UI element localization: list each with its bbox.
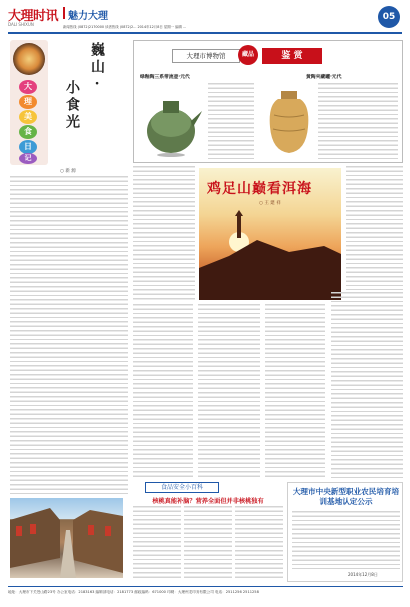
middle-text-col-3: [198, 304, 260, 478]
sidebar-dot-3: 美: [19, 110, 37, 124]
sidebar-dot-4: 食: [19, 125, 37, 139]
museum-header-left: 大理市博物馆: [172, 49, 240, 63]
museum-header-right: 鉴 赏: [262, 48, 322, 64]
page-number: 05: [382, 12, 396, 22]
notice-body: [292, 511, 400, 569]
mountain-sunset-drawing: [199, 168, 341, 300]
green-glazed-pot-image: [138, 83, 204, 159]
food-diary-sidebar: [10, 40, 48, 165]
food-safety-bar: 食品安全小百科: [145, 482, 219, 493]
exhibit-2-caption: 黄陶夹藏罐·元代: [306, 75, 342, 80]
food-safety-col-1: [133, 506, 181, 580]
footer-rule: [8, 586, 403, 587]
right-text-col: [346, 166, 403, 290]
section-title: 魅力大理: [68, 11, 108, 22]
street-scene-photo: [10, 498, 123, 578]
sidebar-dot-6: 记: [19, 153, 37, 164]
page-badge: [378, 6, 400, 28]
food-bowl-image: [13, 43, 45, 75]
header-divider: [63, 7, 65, 19]
feature-title-block: [52, 42, 122, 160]
right-text-col-2: [331, 292, 403, 478]
jizushan-title: 鸡足山巅看洱海: [207, 181, 312, 197]
author-line: ○ 新 源: [60, 169, 76, 174]
footer-info: 地址：大理市下关苍山路23号 办公室电话：2183163 编辑部电话：2181773 邮政编码：671000 印刷：大理州龙印务有限公司 电话：2511256 2511258: [8, 590, 259, 594]
middle-text-col-2: [133, 304, 193, 478]
notice-headline: 大理市中央新型职业农民培育培训基地认定公示: [292, 487, 400, 506]
paper-name: 大理时讯: [8, 8, 59, 23]
food-safety-col-2: [184, 506, 232, 580]
exhibit-2-text: [318, 83, 398, 159]
training-base-notice: [287, 482, 403, 582]
yellow-pottery-jar-image: [264, 85, 314, 159]
sidebar-dot-5: 日: [19, 140, 37, 154]
sidebar-dot-1: 大: [19, 80, 37, 94]
notice-date: 2014年12月8日: [348, 572, 378, 577]
exhibit-1-text: [208, 83, 254, 159]
green-pot-drawing: [138, 83, 204, 159]
museum-collection-box: [133, 40, 403, 163]
feature-subtitle: 小食光: [64, 80, 80, 131]
food-safety-headline: 核桃真能补脑？营养全面但并非核桃独有: [152, 498, 264, 505]
header-info-line: 新闻热线 (0872)2170000 读者热线 (0872)2... 2014年12月8日 星期一 编辑 ...: [63, 25, 187, 29]
header-rule: [8, 32, 402, 34]
feature-title: 巍山·: [89, 42, 105, 95]
street-scene-drawing: [10, 498, 123, 578]
yellow-jar-drawing: [264, 85, 314, 159]
middle-text-col-1: [133, 166, 195, 300]
sidebar-dot-2: 理: [19, 95, 37, 109]
food-safety-box: [133, 482, 283, 582]
exhibit-1-caption: 绿釉陶三系带流壶·元代: [140, 75, 190, 80]
paper-name-en: DALI SHIXUN: [8, 22, 34, 27]
jizushan-byline: ○ 王 建 祥: [259, 201, 281, 206]
middle-text-col-4: [265, 304, 325, 478]
masthead: [8, 5, 402, 35]
food-safety-col-3: [235, 506, 283, 580]
museum-header-center: 藏品: [238, 45, 258, 65]
jizushan-photo: [199, 168, 341, 300]
feature-article-body: [10, 176, 128, 494]
